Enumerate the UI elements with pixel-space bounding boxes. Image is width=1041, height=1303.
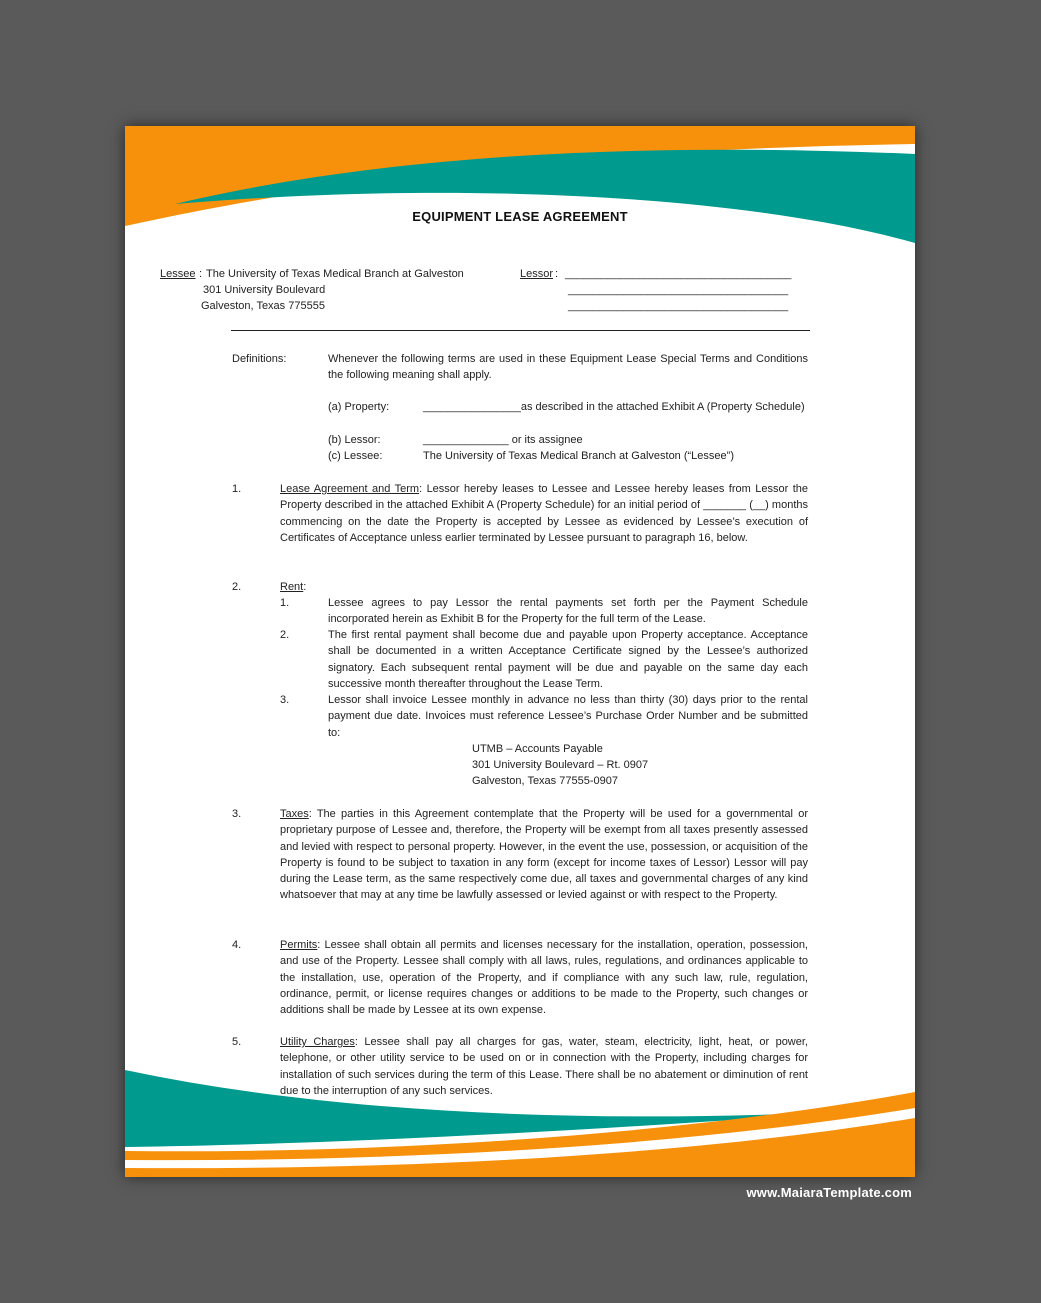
section-5-heading: Utility Charges [280,1036,355,1048]
lessor-blank-line1: _____________________________________ [565,268,792,280]
footer-wave-decoration [125,1062,915,1177]
invoice-address-line2: 301 University Boulevard – Rt. 0907 [472,759,649,771]
lessor-label: Lessor [520,268,554,280]
lessee-name: The University of Texas Medical Branch at Galveston [206,268,464,280]
definitions-label: Definitions: [232,353,287,365]
section-1-heading: Lease Agreement and Term [280,483,420,495]
section-3-paragraph [280,806,808,904]
definitions-intro: Whenever the following terms are used in these Equipment Lease Special Terms and Conditions the following meaning shall apply. [328,353,808,382]
header-wave-decoration [125,126,915,256]
section-3-heading: Taxes [280,808,309,820]
lessee-address-line2: Galveston, Texas 775555 [201,300,325,312]
rent-item-3-number: 3. [280,694,290,706]
document-title: EQUIPMENT LEASE AGREEMENT [412,209,628,224]
section-4-heading: Permits [280,939,318,951]
definition-key-lessor: (b) Lessor: [328,434,381,446]
lessee-address-line1: 301 University Boulevard [203,284,326,296]
section-2-text: : [303,581,307,593]
section-3-text: : The parties in this Agreement contemplate that the Property will be used for a governmental or proprietary purpose of Lessee and, therefore, the Property will be exempt from all taxes presently assessed and levied with respect to personal property. However, in the event the use, possession, or acquisition of the Property is found to be subject to taxation in any form (except for income taxes of Lessor) Lessor will pay during the Lease term, as the same respectively come due, all taxes and governmental charges of any kind whatsoever that may at any time be lawfully assessed or levied against or with respect to the Property. [280,808,808,902]
header-divider [231,330,810,331]
section-1-paragraph [280,481,808,546]
definition-key-lessee: (c) Lessee: [328,450,383,462]
document-page: EQUIPMENT LEASE AGREEMENT Lessee : The University of Texas Medical Branch at Galveston 301 University Boulevard Galveston, Texas 775555 Lessor : _____________________________________ ____________________________________ ____________________________________ Definitions: Whenever the following terms are used in these Equipment Lease Special Terms and Conditions the following meaning shall apply. (a) Property: ________________as described in the attached Exhibit A (Property Schedule) (b) Lessor: ______________ or its assignee (c) Lessee: The University of Texas Medical Branch at Galveston (“Lessee”) 1. Lease Agreement and Term: Lessor hereby leases to Lessee and Lessee hereby leases from Lessor the Property described in the attached Exhibit A (Property Schedule) for an initial period of _______ (__) months commencing on the date the Property is accepted by Lessee as evidenced by Lessee’s execution of Certificates of Acceptance unless earlier terminated by Lessee pursuant to paragraph 16, below. 2. Rent: 1. Lessee agrees to pay Lessor the rental payments set forth per the Payment Schedule incorporated herein as Exhibit B for the Property for the full term of the Lease. 2. The first rental payment shall become due and payable upon Property acceptance. Acceptance shall be documented in a written Acceptance Certificate signed by the Lessee’s authorized signatory. Each subsequent rental payment will be due and payable on the same day each successive month thereafter throughout the Lease Term. 3. Lessor shall invoice Lessee monthly in advance no less than thirty (30) days prior to the rental payment due date. Invoices must reference Lessee’s Purchase Order Number and be submitted to: UTMB – Accounts Payable 301 University Boulevard – Rt. 0907 Galveston, Texas 77555-0907 3. Taxes: The parties in this Agreement contemplate that the Property will be used for a governmental or proprietary purpose of Lessee and, therefore, the Property will be exempt from all taxes presently assessed and levied with respect to personal property. However, in the event the use, possession, or acquisition of the Property is found to be subject to taxation in any form (except for income taxes of Lessor) Lessor will pay during the Lease term, as the same respectively come due, all taxes and governmental charges of any kind whatsoever that may at any time be lawfully assessed or levied against or with respect to the Property. 4. Permits: Lessee shall obtain all permits and licenses necessary for the installation, operation, possession, and use of the Property. Lessee shall comply with all laws, rules, regulations, and ordinances applicable to the installation, use, operation of the Property, and if compliance with any such law, rule, regulation, ordinance, permit, or license requires changes or additions to be made to the Property, such changes or additions shall be made by Lessee at its own expense. 5. Utility Charges: Lessee shall pay all charges for gas, water, steam, electricity, light, heat, or power, telephone, or other utility service to be used on or in connection with the Property, including charges for installation of such services during the term of this Lease. There shall be no abatement or diminution of rent due to the interruption of any such services. [125,126,915,1177]
section-5-number: 5. [232,1036,242,1048]
invoice-address-line1: UTMB – Accounts Payable [472,743,603,755]
section-3-number: 3. [232,808,242,820]
definition-text-property: ________________as described in the attached Exhibit A (Property Schedule) [423,401,805,413]
invoice-address-line3: Galveston, Texas 77555-0907 [472,775,618,787]
section-1-number: 1. [232,483,242,495]
section-2-paragraph [280,579,306,595]
section-2-number: 2. [232,581,242,593]
definition-text-lessee: The University of Texas Medical Branch at Galveston (“Lessee”) [423,450,734,462]
section-4-paragraph [280,937,808,1018]
definition-key-property: (a) Property: [328,401,390,413]
rent-item-1-text: Lessee agrees to pay Lessor the rental payments set forth per the Payment Schedule incorporated herein as Exhibit B for the Property for the full term of the Lease. [328,597,808,626]
section-4-text: : Lessee shall obtain all permits and licenses necessary for the installation, operation, possession, and use of the Property. Lessee shall comply with all laws, rules, regulations, and ordinances applicable to the installation, use, operation of the Property, and if compliance with any such law, rule, regulation, ordinance, permit, or license requires changes or additions to be made to the Property, such changes or additions shall be made by Lessee at its own expense. [280,939,808,1017]
section-5-text: : Lessee shall pay all charges for gas, water, steam, electricity, light, heat, or power, telephone, or other utility service to be used on or in connection with the Property, including charges for installation of such services during the term of this Lease. There shall be no abatement or diminution of rent due to the interruption of any such services. [280,1036,808,1097]
lessor-blank-line2: ____________________________________ [568,284,789,296]
rent-item-3-text: Lessor shall invoice Lessee monthly in advance no less than thirty (30) days prior to the rental payment due date. Invoices must reference Lessee’s Purchase Order Number and be submitted to: [328,694,808,739]
lessee-label: Lessee [160,268,196,280]
rent-item-1-number: 1. [280,597,290,609]
rent-item-2-text: The first rental payment shall become due and payable upon Property acceptance. Acceptance shall be documented in a written Acceptance Certificate signed by the Lessee’s authorized signatory. Each subsequent rental payment will be due and payable on the same day each successive month thereafter throughout the Lease Term. [328,629,808,690]
website-url[interactable]: www.MaiaraTemplate.com [746,1185,912,1200]
lessor-blank-line3: ____________________________________ [568,300,789,312]
section-2-heading: Rent [280,581,304,593]
section-1-text: : Lessor hereby leases to Lessee and Lessee hereby leases from Lessor the Property described in the attached Exhibit A (Property Schedule) for an initial period of _______ (__) months commencing on the date the Property is accepted by Lessee as evidenced by Lessee’s execution of Certificates of Acceptance unless earlier terminated by Lessee pursuant to paragraph 16, below. [280,483,808,544]
definition-text-lessor: ______________ or its assignee [423,434,583,446]
rent-item-2-number: 2. [280,629,290,641]
section-4-number: 4. [232,939,242,951]
